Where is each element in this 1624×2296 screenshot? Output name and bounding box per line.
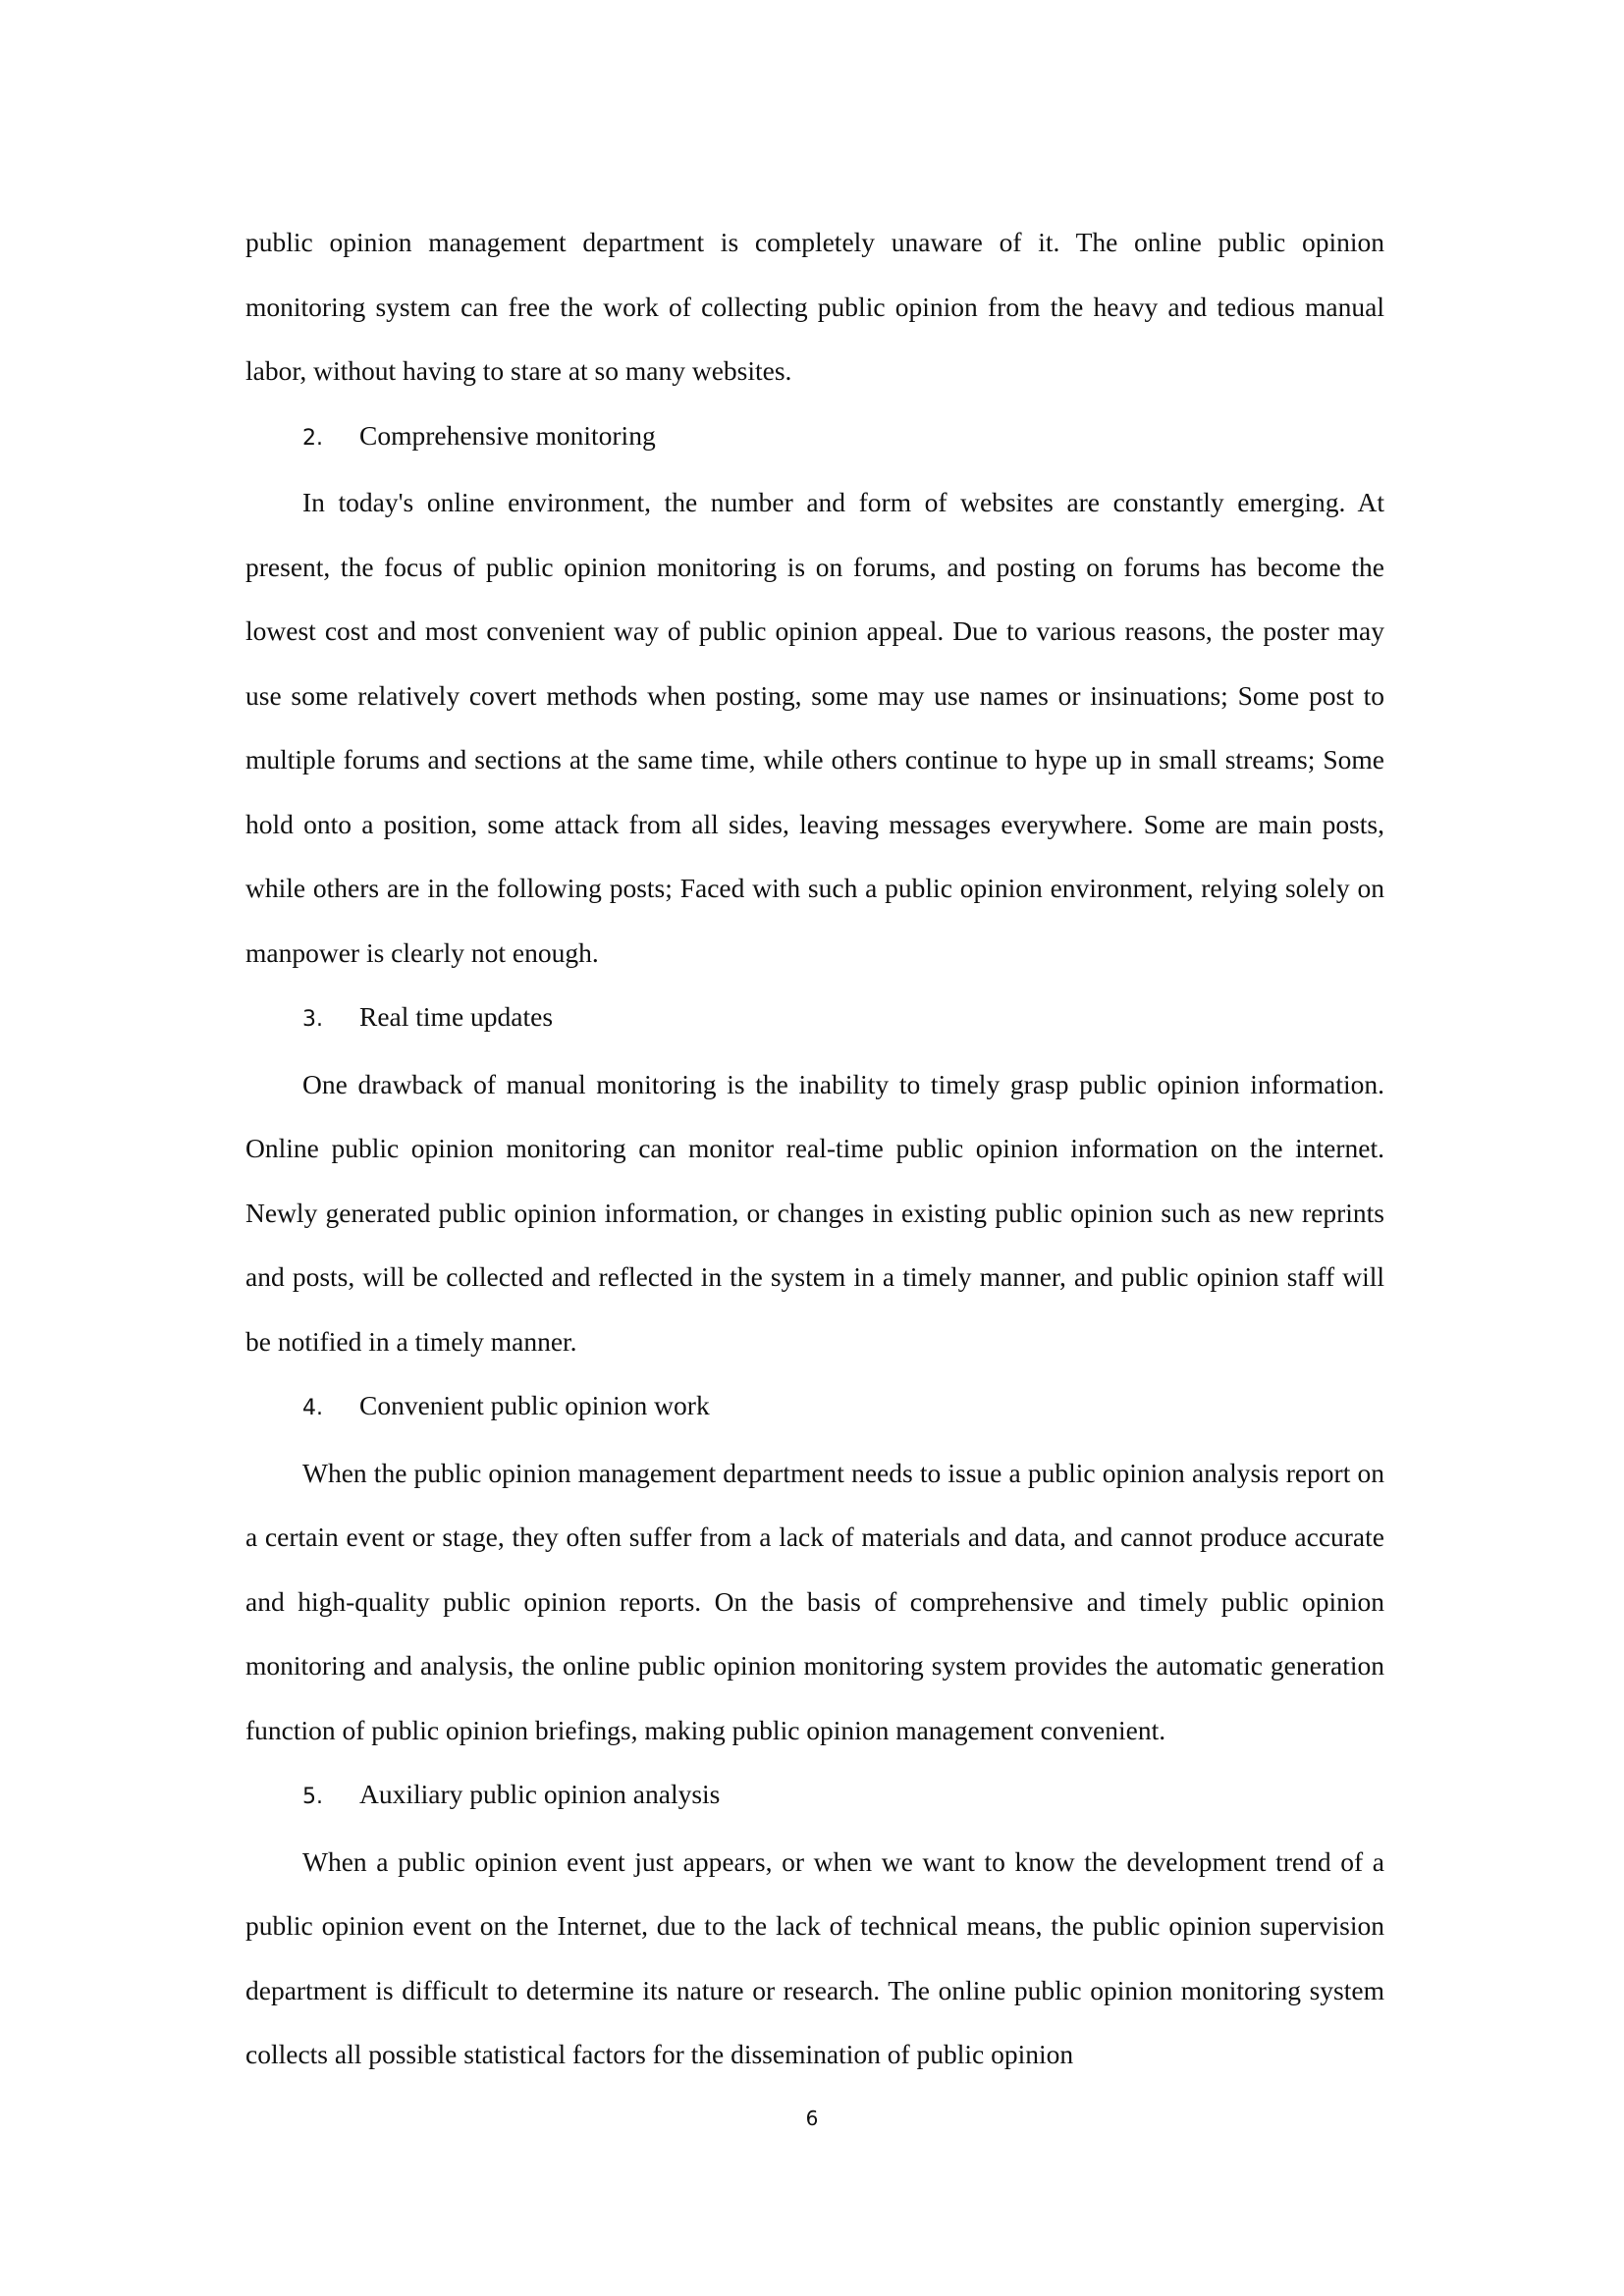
heading-text: Comprehensive monitoring <box>359 419 656 451</box>
heading-number: 2. <box>302 425 323 451</box>
heading-text: Convenient public opinion work <box>359 1390 710 1420</box>
heading-number: 5. <box>302 1785 323 1809</box>
paragraph-continued: public opinion management department is completely unaware of it. The online public opinion monitoring system can free the work of collecting public opinion from the heavy and tedious manual labor, without having to stare at so many websites. <box>245 227 1384 386</box>
section-heading-auxiliary-analysis <box>245 1762 1384 1830</box>
heading-number: 3. <box>302 1007 323 1032</box>
section-heading-comprehensive-monitoring <box>245 403 1384 471</box>
paragraph-convenient-work: When the public opinion management department needs to issue a public opinion analysis report on a certain event or stage, they often suffer from a lack of materials and data, and cannot produce accurate and high-quality public opinion reports. On the basis of comprehensive and timely public opinion monitoring and analysis, the online public opinion monitoring system provides the automatic generation function of public opinion briefings, making public opinion management convenient. <box>245 1457 1384 1745</box>
heading-text: Real time updates <box>359 1001 554 1032</box>
section-heading-real-time-updates <box>245 985 1384 1052</box>
page-body <box>245 210 1384 2087</box>
paragraph-comprehensive-monitoring: In today's online environment, the number and form of websites are constantly emerging. At present, the focus of public opinion monitoring is on forums, and posting on forums has become the lowest cost and most convenient way of public opinion appeal. Due to various reasons, the poster may use some relatively covert methods when posting, some may use names or insinuations; Some post to multiple forums and sections at the same time, while others continue to hype up in small streams; Some hold onto a position, some attack from all sides, leaving messages everywhere. Some are main posts, while others are in the following posts; Faced with such a public opinion environment, relying solely on manpower is clearly not enough. <box>245 487 1384 968</box>
heading-number: 4. <box>302 1396 323 1420</box>
section-heading-convenient-work <box>245 1373 1384 1441</box>
page-number: 6 <box>805 2107 819 2130</box>
paragraph-auxiliary-analysis: When a public opinion event just appears, or when we want to know the development trend of a public opinion event on the Internet, due to the lack of technical means, the public opinion supervision department is difficult to determine its nature or research. The online public opinion monitoring system collects all possible statistical factors for the dissemination of public opinion <box>245 1845 1384 2069</box>
paragraph-real-time-updates: One drawback of manual monitoring is the inability to timely grasp public opinion information. Online public opinion monitoring can monitor real-time public opinion information on the internet. Newly generated public opinion information, or changes in existing public opinion such as new reprints and posts, will be collected and reflected in the system in a timely manner, and public opinion staff will be notified in a timely manner. <box>245 1068 1384 1357</box>
heading-text: Auxiliary public opinion analysis <box>359 1779 721 1809</box>
